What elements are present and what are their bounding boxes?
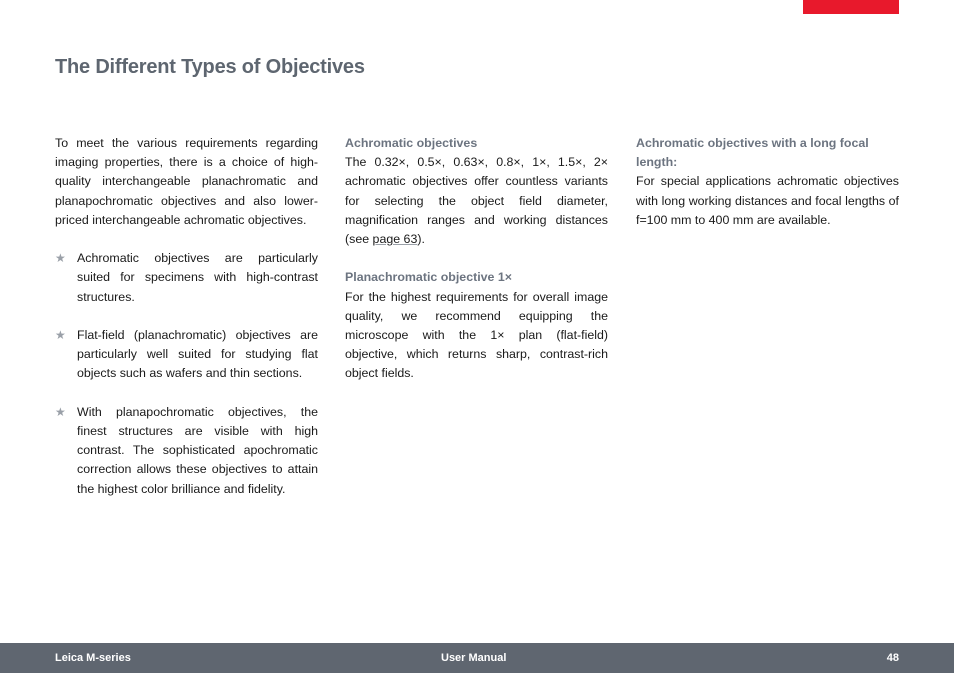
column-middle bbox=[345, 134, 608, 384]
bullet-item bbox=[55, 326, 318, 384]
bullet-text: With planapochromatic objectives, the finest structures are visible with high contrast. The sophisticated apochromatic correction allows these objectives to attain the highest color brilliance and fidelity. bbox=[77, 404, 318, 496]
footer-product: Leica M-series bbox=[55, 652, 131, 664]
achromatic-text: The 0.32×, 0.5×, 0.63×, 0.8×, 1×, 1.5×, 2× achromatic objectives offer countless variants for selecting the object field diameter, magnification ranges and working distances (see bbox=[345, 155, 608, 247]
bullet-item bbox=[55, 403, 318, 499]
star-bullet-icon: ★ bbox=[55, 328, 66, 342]
page-63-link[interactable]: page 63 bbox=[372, 232, 418, 247]
star-bullet-icon: ★ bbox=[55, 251, 66, 266]
section-heading-achromatic: Achromatic objectives bbox=[345, 136, 478, 150]
section-heading-planachromatic: Planachromatic objective 1× bbox=[345, 270, 513, 285]
section-heading-long-focal: Achromatic objectives with a long focal length: bbox=[636, 136, 869, 170]
page-title: The Different Types of Objectives bbox=[55, 56, 365, 78]
achromatic-text-end: ). bbox=[417, 232, 425, 247]
column-right bbox=[636, 134, 899, 230]
star-bullet-icon: ★ bbox=[55, 404, 66, 419]
planachromatic-paragraph: For the highest requirements for overall image quality, we recommend equipping the microscope with the 1× plan (flat-field) objective, which returns sharp, contrast-rich object fields. bbox=[345, 289, 608, 381]
column-left bbox=[55, 134, 318, 499]
footer-bar bbox=[0, 643, 954, 673]
footer-doc-title: User Manual bbox=[441, 652, 507, 664]
achromatic-paragraph bbox=[345, 153, 608, 249]
red-accent-tab bbox=[803, 0, 899, 14]
bullet-item bbox=[55, 249, 318, 307]
long-focal-paragraph: For special applications achromatic objectives with long working distances and focal lengths of f=100 mm to 400 mm are available. bbox=[636, 174, 899, 227]
bullet-text: Flat-field (planachromatic) objectives are particularly well suited for studying flat objects such as wafers and thin sections. bbox=[77, 328, 318, 381]
bullet-text: Achromatic objectives are particularly suited for specimens with high-contrast structures. bbox=[77, 251, 318, 304]
page-number: 48 bbox=[886, 652, 899, 664]
intro-paragraph: To meet the various requirements regarding imaging properties, there is a choice of high-quality interchangeable planachromatic and planapochromatic objectives and also lower-priced interchangeable achromatic objectives. bbox=[55, 136, 318, 227]
